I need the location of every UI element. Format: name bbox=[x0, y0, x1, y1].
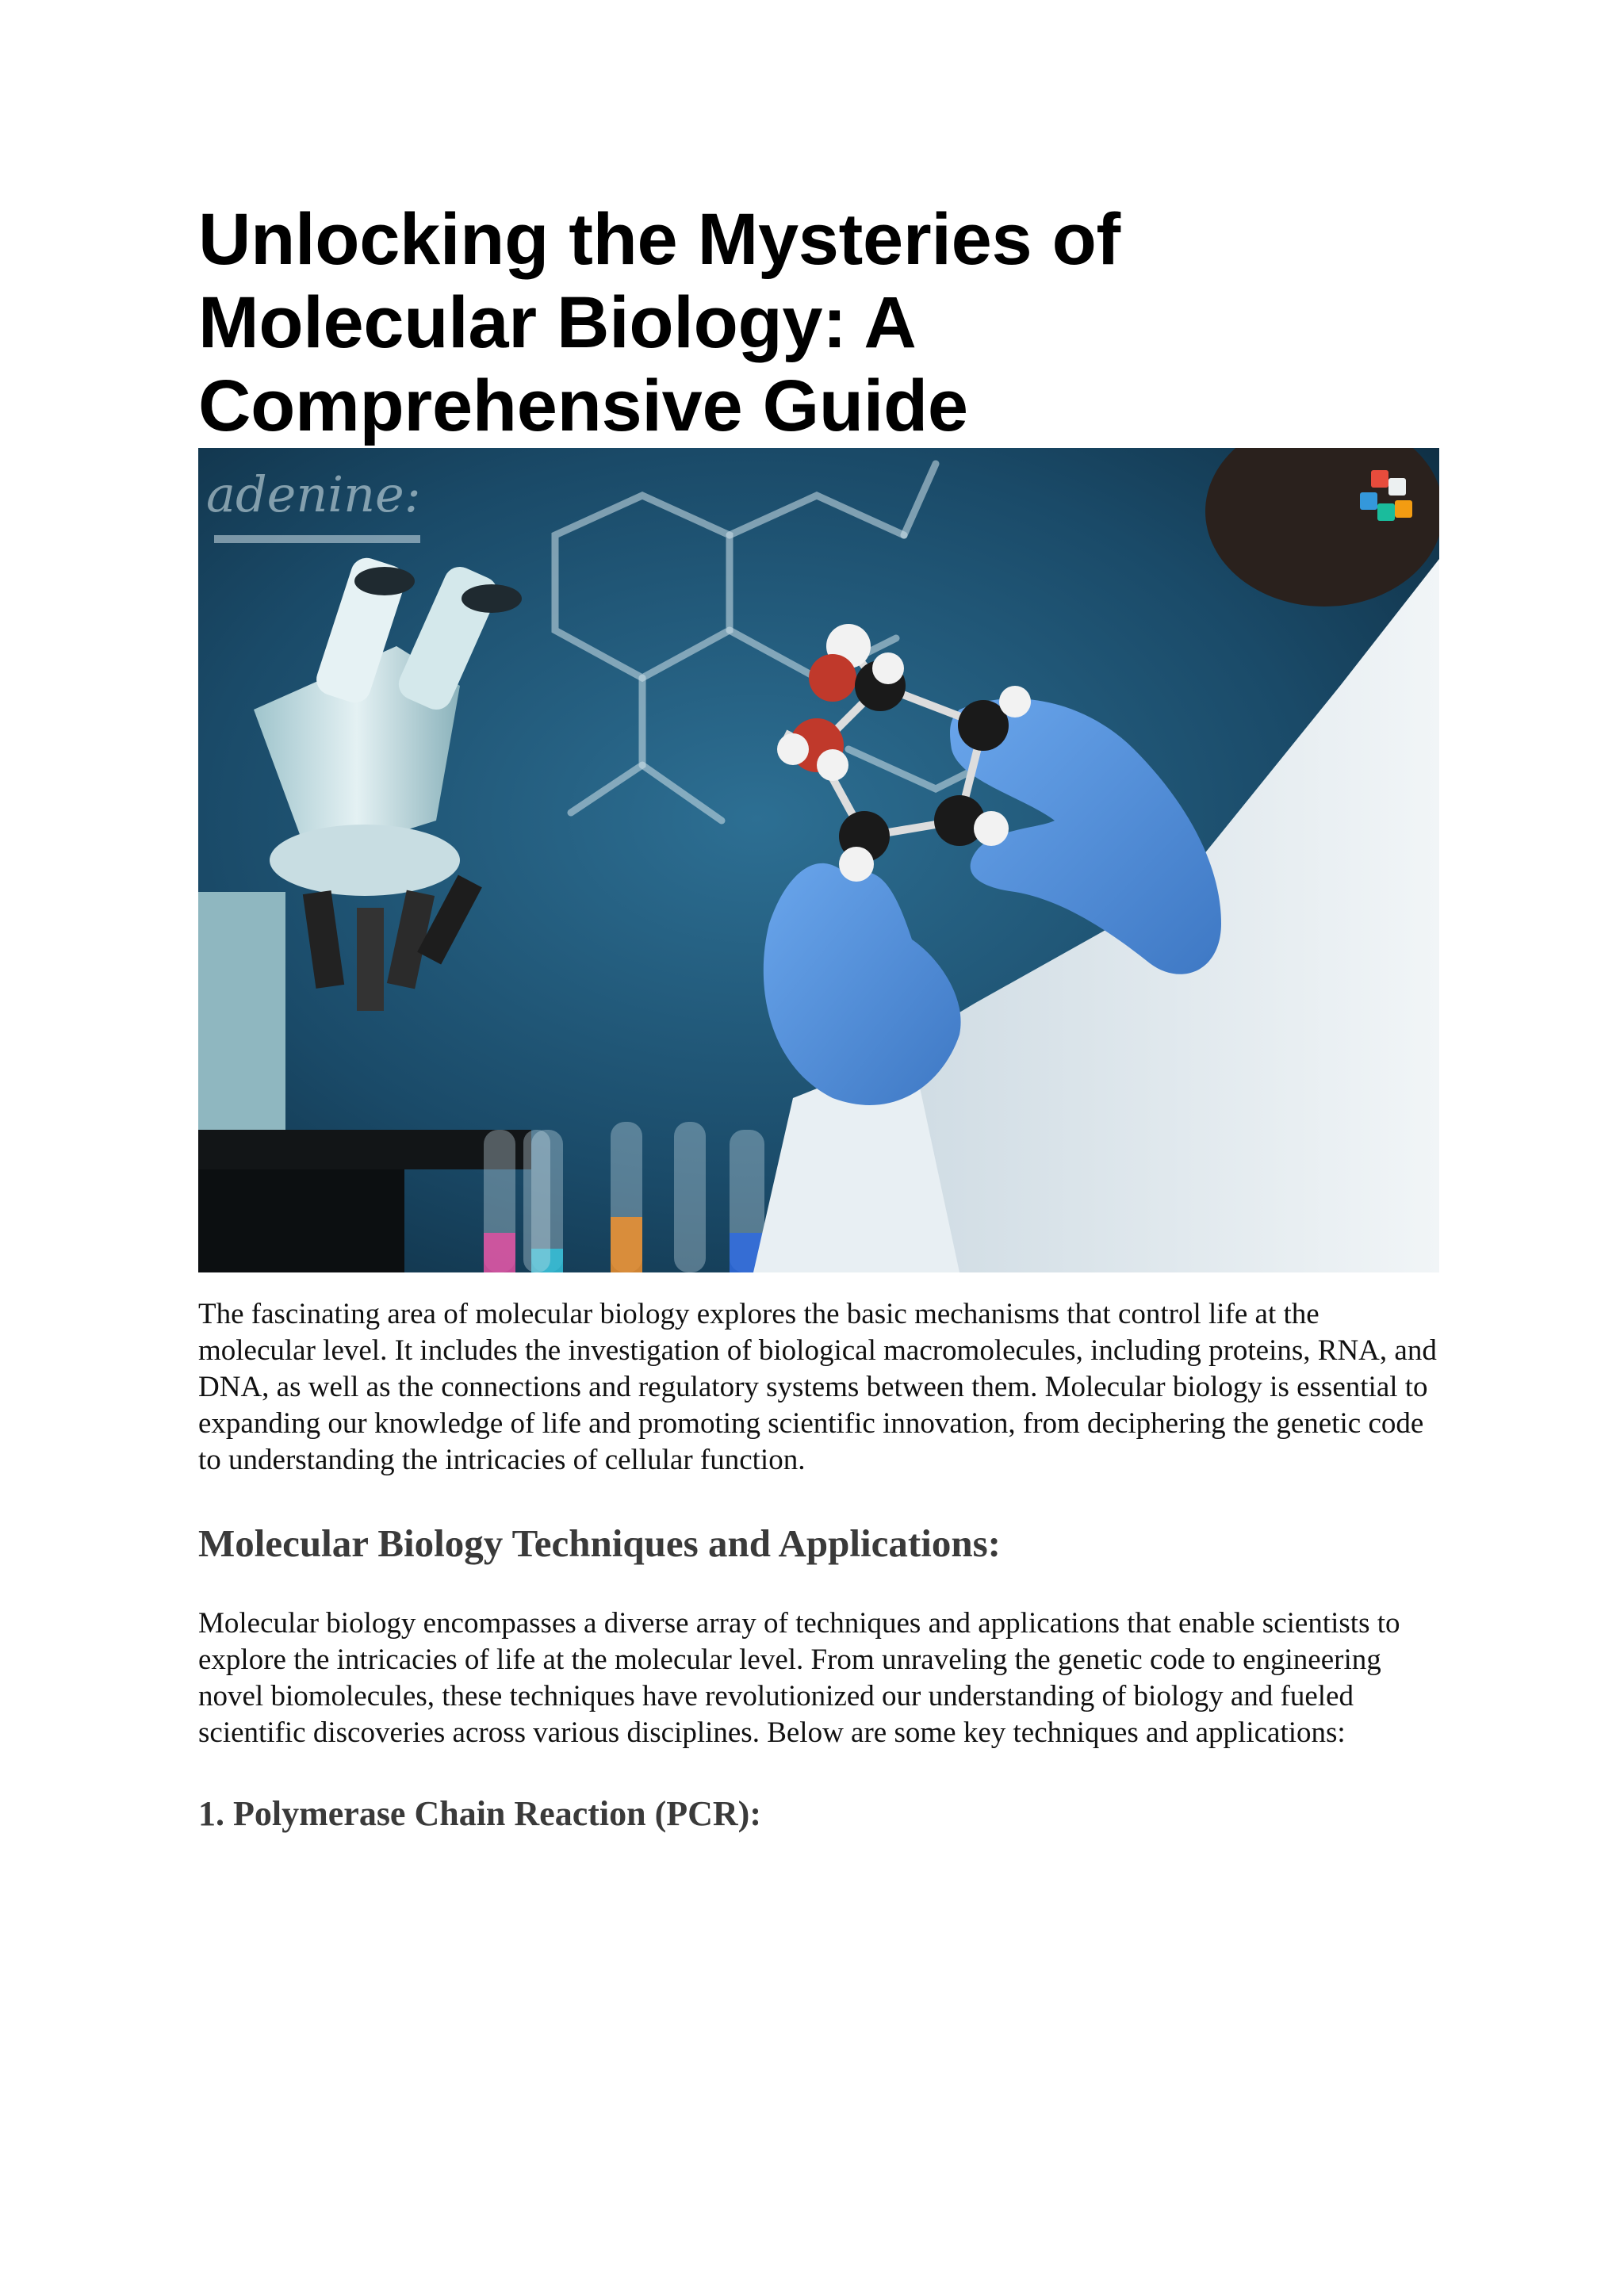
section-paragraph: Molecular biology encompasses a diverse array of techniques and applications that enable scientists to explore the intricacies of life at the molecular level. From unraveling the genetic code to engineering novel biomolecules, these techniques have revolutionized our understanding of biology and fueled scientific discoveries across various disciplines. Below are some key techniques and applications: bbox=[198, 1607, 1400, 1749]
lab-scene-illustration bbox=[198, 448, 1439, 1272]
article-title: Unlocking the Mysteries of Molecular Biology: A Comprehensive Guide bbox=[198, 199, 1120, 446]
subsection-heading: 1. Polymerase Chain Reaction (PCR): bbox=[198, 1794, 761, 1833]
intro-paragraph: The fascinating area of molecular biology explores the basic mechanisms that control life at the molecular level. It includes the investigation of biological macromolecules, including proteins, RNA, and DNA, as well as the connections and regulatory systems between them. Molecular biology is essential to expanding our knowledge of life and promoting scientific innovation, from deciphering the genetic code to understanding the intricacies of cellular function. bbox=[198, 1298, 1437, 1476]
document-page bbox=[198, 198, 1439, 1835]
section-heading: Molecular Biology Techniques and Applications: bbox=[198, 1521, 1001, 1565]
brand-logo-icon bbox=[1357, 469, 1419, 530]
svg-text:adenine:: adenine: bbox=[206, 465, 421, 523]
hero-image bbox=[198, 448, 1439, 1272]
